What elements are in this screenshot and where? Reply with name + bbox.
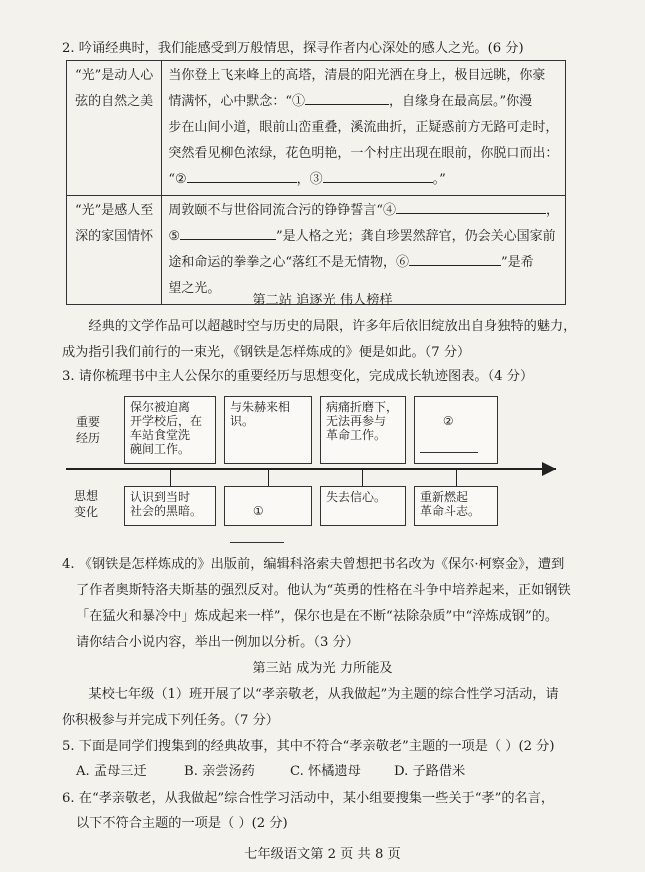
station2-para-1: 经典的文学作品可以超越时空与历史的局限，许多年后依旧绽放出自身独特的魅力， bbox=[88, 319, 577, 334]
timeline-tick bbox=[268, 468, 269, 486]
thought-box-3: 失去信心。 bbox=[320, 486, 406, 526]
q5-option-d[interactable]: D. 子路借米 bbox=[394, 764, 466, 779]
experience-box-1: 保尔被迫离 开学校后，在 车站食堂洗 碗间工作。 bbox=[124, 396, 216, 464]
row2-content: 周敦颐不与世俗同流合污的铮铮誓言“④ ， ⑤ ”是人格之光；龚自珍罢然辞官，仍会关心国家前 途和命运的拳拳之心“落红不是无情物，⑥ ”是希 望之光。 bbox=[162, 196, 566, 305]
timeline-axis bbox=[66, 468, 556, 470]
growth-timeline-diagram bbox=[66, 390, 566, 540]
label-experience: 重要 经历 bbox=[76, 415, 101, 445]
experience-box-3: 病痛折磨下， 无法再参与 革命工作。 bbox=[320, 396, 406, 464]
q4-line-1: 4. 《钢铁是怎样炼成的》出版前，编辑科洛索夫曾想把书名改为《保尔·柯察金》，遭到 bbox=[62, 557, 565, 572]
answer-blank-4[interactable] bbox=[396, 199, 546, 214]
q5-option-b[interactable]: B. 亲尝汤药 bbox=[184, 764, 255, 779]
thought-box-4: 重新燃起 革命斗志。 bbox=[414, 486, 498, 526]
q4-line-2: 了作者奥斯特洛夫斯基的强烈反对。他认为“英勇的性格在斗争中培养起来，正如钢铁 bbox=[76, 583, 571, 598]
answer-blank-q3-1[interactable] bbox=[230, 532, 284, 543]
answer-blank-1[interactable] bbox=[305, 90, 389, 105]
timeline-tick bbox=[456, 468, 457, 486]
station3-para-1: 某校七年级（1）班开展了以“孝亲敬老，从我做起”为主题的综合性学习活动，请 bbox=[88, 687, 559, 702]
answer-blank-5[interactable] bbox=[180, 225, 276, 240]
thought-box-1: 认识到当时 社会的黑暗。 bbox=[124, 486, 216, 526]
answer-blank-3[interactable] bbox=[323, 168, 433, 183]
station3-heading: 第三站 成为光 力所能及 bbox=[252, 661, 393, 676]
row2-label: “光”是感人至 深的家国情怀 bbox=[67, 196, 162, 305]
q4-line-4: 请你结合小说内容，举出一例加以分析。（3 分） bbox=[76, 635, 359, 650]
q2-intro: 2. 吟诵经典时，我们能感受到万般情思，探寻作者内心深处的感人之光。(6 分) bbox=[62, 41, 524, 56]
station2-para-2: 成为指引我们前行的一束光，《钢铁是怎样炼成的》便是如此。（7 分） bbox=[62, 345, 471, 360]
label-thought: 思想 变化 bbox=[74, 489, 99, 519]
experience-box-4-blank[interactable]: ② bbox=[414, 396, 498, 464]
timeline-tick bbox=[362, 468, 363, 486]
q5-option-a[interactable]: A. 孟母三迁 bbox=[76, 764, 147, 779]
experience-box-2: 与朱赫来相 识。 bbox=[224, 396, 312, 464]
table-row bbox=[67, 61, 566, 196]
q6-line-2: 以下不符合主题的一项是（ ）(2 分) bbox=[76, 816, 288, 831]
station3-para-2: 你积极参与并完成下列任务。（7 分） bbox=[62, 713, 279, 728]
arrow-right-icon bbox=[542, 462, 556, 476]
answer-blank-q3-2[interactable] bbox=[420, 442, 478, 453]
station2-heading: 第二站 追逐光 伟人榜样 bbox=[252, 293, 393, 308]
answer-blank-2[interactable] bbox=[187, 168, 297, 183]
q3-intro: 3. 请你梳理书中主人公保尔的重要经历与思想变化，完成成长轨迹图表。（4 分） bbox=[62, 369, 534, 384]
thought-box-2-blank[interactable]: ① bbox=[224, 486, 312, 526]
q2-table bbox=[66, 60, 566, 305]
q6-line-1: 6. 在“孝亲敬老，从我做起”综合性学习活动中，某小组要搜集一些关于“孝”的名言， bbox=[62, 791, 555, 806]
q5-option-c[interactable]: C. 怀橘遗母 bbox=[290, 764, 361, 779]
q5-stem: 5. 下面是同学们搜集到的经典故事，其中不符合“孝亲敬老”主题的一项是（ ）(2 分) bbox=[62, 739, 555, 754]
table-row bbox=[67, 196, 566, 305]
row1-label: “光”是动人心 弦的自然之美 bbox=[67, 61, 162, 196]
timeline-tick bbox=[170, 468, 171, 486]
answer-blank-6[interactable] bbox=[409, 251, 501, 266]
q4-line-3: 「在猛火和暴冷中」炼成起来一样”，保尔也是在不断“祛除杂质”中“淬炼成钢”的。 bbox=[76, 609, 559, 624]
row1-content: 当你登上飞来峰上的高塔，清晨的阳光洒在身上，极目远眺，你豪 情满怀，心中默念：“① ，自缘身在最高层。”你漫 步在山间小道，眼前山峦重叠，溪流曲折，正疑惑前方无路可走时， 突然看见柳色浓绿，花色明艳，一个村庄出现在眼前，你脱口而出： “② ，③ 。” bbox=[162, 61, 566, 196]
page-footer: 七年级语文第 2 页 共 8 页 bbox=[244, 847, 401, 862]
